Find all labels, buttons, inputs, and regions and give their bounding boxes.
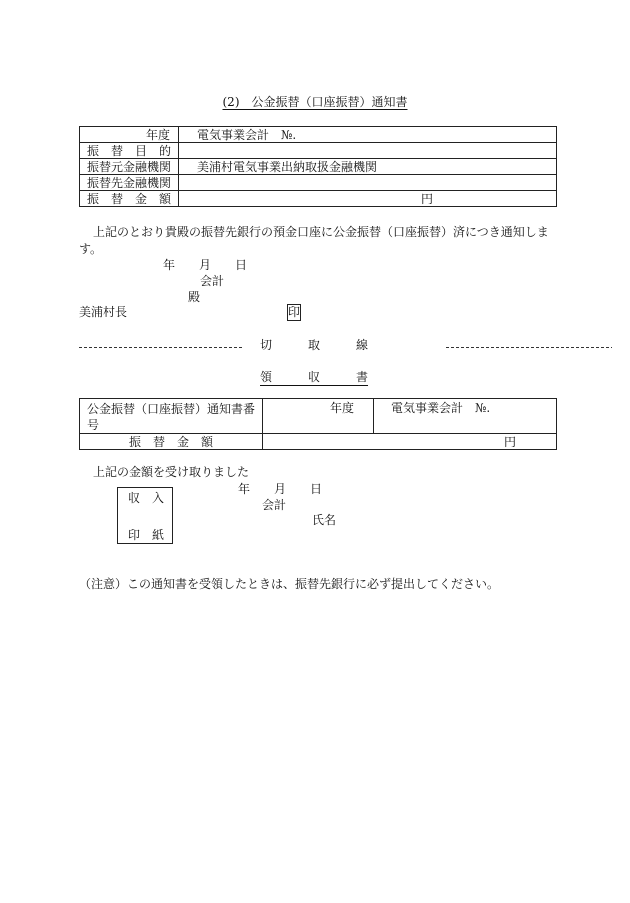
seal-box: [287, 304, 301, 321]
source-bank-value: 美浦村電気事業出納取扱金融機関: [179, 159, 557, 175]
transfer-purpose-value: [179, 143, 557, 159]
cut-line-left-divider: [79, 347, 243, 348]
seal-label: 印: [288, 305, 301, 319]
table-row: [80, 434, 557, 450]
cut-line-label: 切 取 線: [260, 338, 369, 352]
cut-line-right-divider: [446, 347, 612, 348]
transfer-purpose-label: 振 替 目 的: [80, 143, 179, 159]
revenue-stamp-label-2: 印 紙: [128, 528, 165, 542]
caution-note: （注意）この通知書を受領したときは、振替先銀行に必ず提出してください。: [79, 577, 500, 591]
destination-bank-value: [179, 175, 557, 191]
honorific-label: 殿: [188, 290, 201, 304]
table-row: [80, 127, 557, 143]
revenue-stamp-label-1: 収 入: [128, 491, 165, 505]
notice-text-line-1: 上記のとおり貴殿の振替先銀行の預金口座に公金振替（口座振替）済につき通知しま: [93, 225, 549, 239]
receipt-fiscal-year-label: 年度: [263, 399, 374, 434]
destination-bank-label: 振替先金融機関: [80, 175, 179, 191]
notice-number-label-line-1: 公金振替（口座振替）通知書番: [87, 402, 256, 416]
receipt-account-number-label: 電気事業会計 №.: [374, 399, 557, 434]
receipt-amount-unit: 円: [263, 434, 557, 450]
table-row: [80, 399, 557, 434]
notice-number-label: [80, 399, 263, 434]
notice-date-line: 年 月 日: [163, 258, 248, 272]
revenue-stamp-box: [117, 487, 173, 544]
source-bank-label: 振替元金融機関: [80, 159, 179, 175]
transfer-amount-label: 振 替 金 額: [80, 191, 179, 207]
received-text: 上記の金額を受け取りました: [93, 465, 250, 479]
receipt-table: [79, 398, 557, 450]
table-row: [80, 175, 557, 191]
table-row: [80, 191, 557, 207]
transfer-amount-unit: 円: [179, 191, 557, 207]
receipt-name-label: 氏名: [312, 513, 337, 527]
receipt-title: 領 収 書: [260, 370, 369, 384]
notice-account-label: 会計: [200, 274, 225, 288]
fiscal-year-label: 年度: [80, 127, 179, 143]
table-row: [80, 159, 557, 175]
account-number-value: 電気事業会計 №.: [179, 127, 557, 143]
document-title-text: (2) 公金振替（口座振替）通知書: [222, 95, 408, 109]
notice-number-label-line-2: 号: [87, 418, 100, 432]
receipt-amount-label: 振 替 金 額: [80, 434, 263, 450]
table-row: [80, 143, 557, 159]
document-title: [0, 95, 630, 109]
receipt-account-label: 会計: [262, 498, 287, 512]
signer-label: 美浦村長: [79, 305, 128, 319]
receipt-date-line: 年 月 日: [238, 482, 323, 496]
notice-text-line-2: す。: [79, 242, 103, 256]
notice-table: [79, 126, 557, 207]
